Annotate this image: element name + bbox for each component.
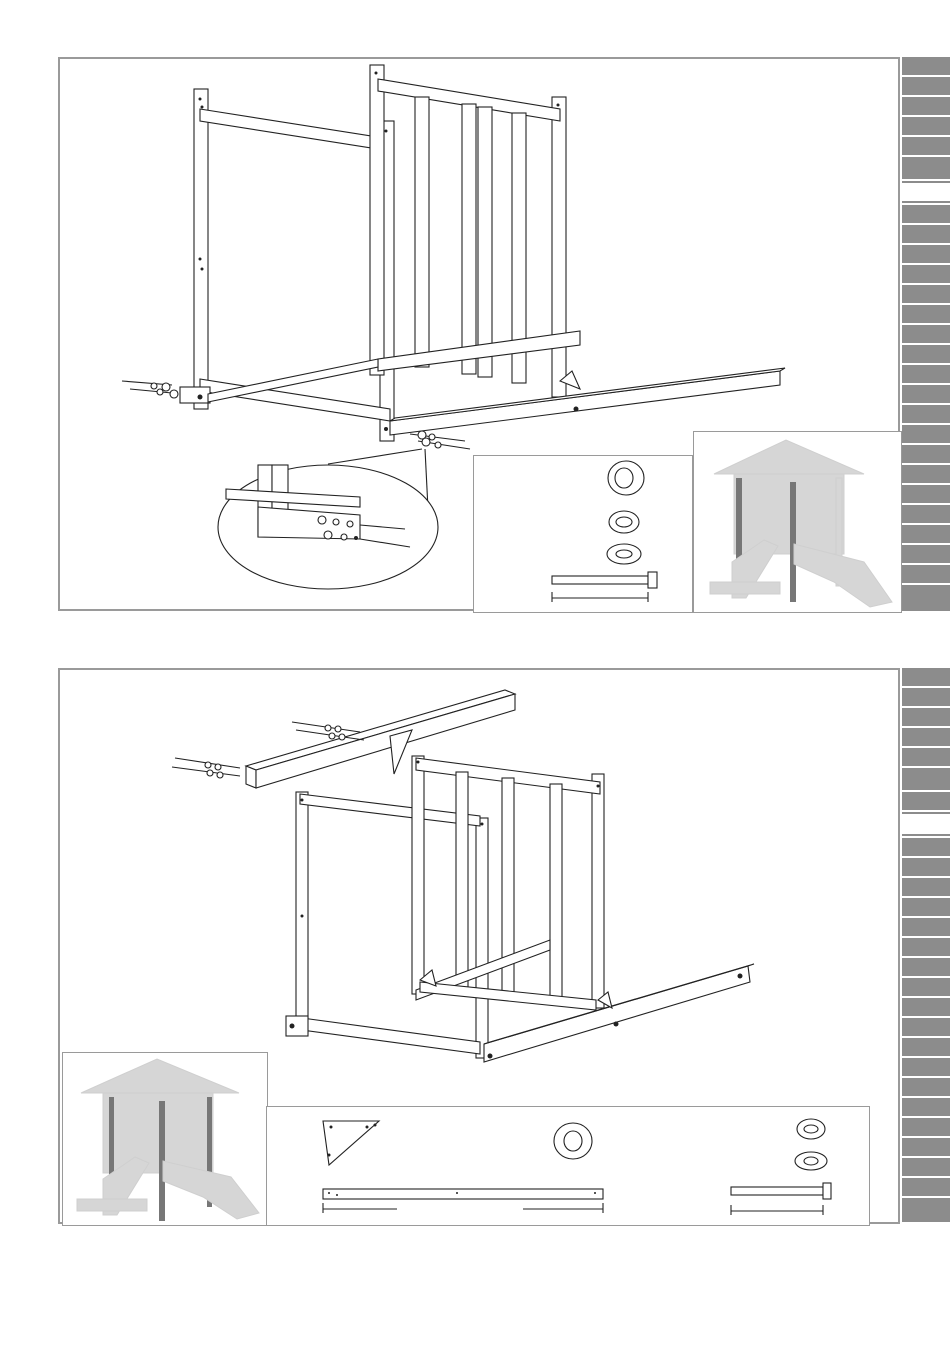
- section-tab[interactable]: [902, 77, 950, 95]
- section-tab[interactable]: [902, 1178, 950, 1196]
- section-tab[interactable]: [902, 728, 950, 746]
- spacer-ring-icon: [608, 461, 644, 495]
- parts-box-a: [473, 455, 693, 613]
- section-tab[interactable]: [902, 545, 950, 563]
- section-tab[interactable]: [902, 565, 950, 583]
- spacer-ring-icon: [554, 1123, 592, 1159]
- section-tab[interactable]: [902, 1018, 950, 1036]
- section-tab[interactable]: [902, 878, 950, 896]
- flat-washer-icon: [607, 544, 641, 564]
- section-tab[interactable]: [902, 465, 950, 483]
- parts-box-b: [266, 1106, 870, 1226]
- section-tab[interactable]: [902, 117, 950, 135]
- section-tab[interactable]: [902, 385, 950, 403]
- section-tab[interactable]: [902, 1098, 950, 1116]
- overview-thumbnail-b: [62, 1052, 268, 1226]
- section-tab[interactable]: [902, 325, 950, 343]
- section-tab[interactable]: [902, 858, 950, 876]
- spring-washer-icon: [797, 1119, 825, 1139]
- section-tab[interactable]: [902, 205, 950, 223]
- section-tab[interactable]: [902, 1078, 950, 1096]
- flat-washer-icon: [795, 1152, 827, 1170]
- section-tab[interactable]: [902, 157, 950, 179]
- hex-bolt-icon: [731, 1183, 831, 1215]
- section-tab[interactable]: [902, 1038, 950, 1056]
- section-tab[interactable]: [902, 768, 950, 790]
- section-tab[interactable]: [902, 1058, 950, 1076]
- section-tab[interactable]: [902, 57, 950, 75]
- section-tab[interactable]: [902, 285, 950, 303]
- section-tab-current[interactable]: [902, 812, 950, 836]
- section-tab[interactable]: [902, 505, 950, 523]
- section-tab[interactable]: [902, 792, 950, 810]
- section-tab[interactable]: [902, 485, 950, 503]
- section-tab[interactable]: [902, 1158, 950, 1176]
- section-tab[interactable]: [902, 585, 950, 611]
- section-tab-current[interactable]: [902, 181, 950, 203]
- triangle-bracket-icon: [323, 1121, 379, 1165]
- section-tab[interactable]: [902, 708, 950, 726]
- section-tab[interactable]: [902, 245, 950, 263]
- hex-bolt-icon: [552, 572, 657, 602]
- assembly-step-panel-a: [58, 57, 900, 611]
- section-tabs-a: [902, 57, 950, 611]
- section-tab[interactable]: [902, 998, 950, 1016]
- section-tab[interactable]: [902, 265, 950, 283]
- section-tab[interactable]: [902, 688, 950, 706]
- section-tab[interactable]: [902, 958, 950, 976]
- section-tab[interactable]: [902, 137, 950, 155]
- section-tab[interactable]: [902, 668, 950, 686]
- overview-thumbnail-a: [693, 431, 902, 613]
- long-beam-icon: [323, 1189, 603, 1213]
- section-tab[interactable]: [902, 838, 950, 856]
- section-tab[interactable]: [902, 225, 950, 243]
- section-tab[interactable]: [902, 525, 950, 543]
- section-tab[interactable]: [902, 405, 950, 423]
- section-tab[interactable]: [902, 345, 950, 363]
- spring-washer-icon: [609, 511, 639, 533]
- section-tabs-b: [902, 668, 950, 1222]
- section-tab[interactable]: [902, 898, 950, 916]
- section-tab[interactable]: [902, 918, 950, 936]
- section-tab[interactable]: [902, 938, 950, 956]
- section-tab[interactable]: [902, 365, 950, 383]
- assembly-step-panel-b: [58, 668, 900, 1224]
- section-tab[interactable]: [902, 305, 950, 323]
- section-tab[interactable]: [902, 1138, 950, 1156]
- section-tab[interactable]: [902, 978, 950, 996]
- section-tab[interactable]: [902, 748, 950, 766]
- section-tab[interactable]: [902, 1198, 950, 1222]
- section-tab[interactable]: [902, 425, 950, 443]
- section-tab[interactable]: [902, 445, 950, 463]
- section-tab[interactable]: [902, 1118, 950, 1136]
- section-tab[interactable]: [902, 97, 950, 115]
